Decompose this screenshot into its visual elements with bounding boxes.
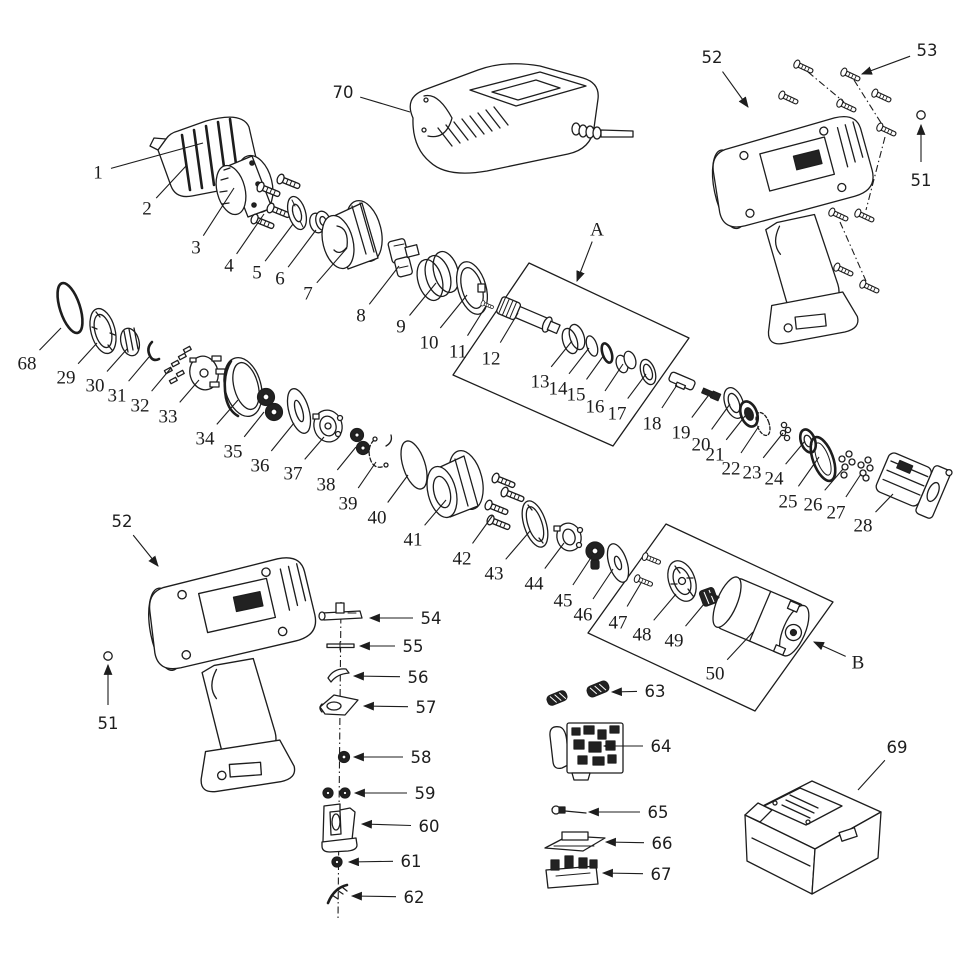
part-label-51a: 51: [910, 171, 932, 190]
part-58-nut: [339, 752, 350, 763]
leader-line-27: [846, 474, 861, 497]
part-label-68: 68: [17, 353, 37, 375]
part-69-battery: [745, 781, 881, 894]
leader-line-4: [237, 214, 264, 254]
part-label-16: 16: [585, 396, 605, 418]
part-label-59: 59: [414, 784, 436, 803]
leader-line-B: [814, 642, 846, 656]
part-label-17: 17: [607, 403, 627, 425]
part-27-balls: [858, 457, 873, 481]
leader-line-43: [506, 531, 530, 559]
leader-line-18: [662, 385, 677, 408]
leader-line-28: [876, 494, 894, 512]
part-label-69: 69: [886, 738, 908, 757]
leader-line-13: [551, 341, 572, 367]
leader-line-17: [628, 374, 646, 399]
part-51-ball: [917, 111, 925, 119]
part-18-pin: [667, 371, 696, 392]
part-63-springs: [546, 680, 610, 707]
part-12-spindle: [496, 296, 562, 338]
part-label-19: 19: [671, 422, 691, 444]
leader-line-8: [369, 266, 399, 304]
part-52-housing-left: [142, 556, 327, 796]
leader-line-42: [473, 515, 494, 543]
part-label-4: 4: [224, 255, 234, 277]
part-label-10: 10: [419, 332, 439, 354]
part-68-o-ring: [52, 280, 87, 336]
leader-line-48: [654, 594, 676, 620]
leader-line-36: [271, 423, 294, 451]
part-29-ring-gear: [85, 306, 120, 357]
part-46-washer: [603, 541, 632, 585]
part-label-18: 18: [642, 413, 662, 435]
part-label-67: 67: [650, 865, 672, 884]
part-label-36: 36: [250, 455, 270, 477]
part-label-20: 20: [691, 434, 711, 456]
part-47-screw: [641, 552, 662, 567]
part-label-13: 13: [530, 371, 550, 393]
part-label-51b: 51: [97, 714, 119, 733]
part-label-55: 55: [402, 637, 424, 656]
part-55-flat-spring: [327, 642, 354, 650]
part-label-52a: 52: [701, 48, 723, 67]
part-label-27: 27: [826, 502, 846, 524]
part-39-wire-clip: [369, 435, 391, 467]
part-8-cam: [388, 238, 419, 277]
part-label-48: 48: [632, 624, 652, 646]
leader-line-21: [726, 416, 745, 440]
part-label-43: 43: [484, 563, 504, 585]
part-label-28: 28: [853, 515, 873, 537]
part-14-washer: [584, 334, 600, 357]
part-label-49: 49: [664, 630, 684, 652]
leader-line-68: [40, 328, 62, 350]
leader-line-45: [573, 556, 592, 585]
part-43-ring: [517, 498, 553, 550]
part-60-bracket: [322, 804, 357, 852]
leader-line-16: [605, 364, 623, 391]
part-label-8: 8: [356, 305, 366, 327]
part-70-charger: [410, 64, 633, 173]
part-7-front-gearbox: [317, 197, 388, 272]
leader-line-39: [358, 462, 376, 488]
leader-line-67: [603, 873, 643, 874]
part-label-32: 32: [130, 395, 150, 417]
part-label-52b: 52: [111, 512, 133, 531]
leader-line-56: [354, 676, 400, 677]
part-label-12: 12: [481, 348, 501, 370]
part-42-screw: [486, 514, 512, 532]
part-67-terminal-block: [546, 856, 598, 888]
part-label-14: 14: [548, 378, 568, 400]
part-label-57: 57: [415, 698, 437, 717]
part-52-housing-right: [704, 114, 889, 349]
part-26-balls: [839, 451, 855, 478]
part-label-1: 1: [93, 162, 103, 184]
leader-line-70: [360, 97, 410, 112]
part-50-motor: [700, 570, 815, 660]
part-66-plate: [545, 832, 605, 851]
part-label-38: 38: [316, 474, 336, 496]
part-19-pin: [701, 387, 720, 400]
part-label-41: 41: [403, 529, 423, 551]
part-4-screw: [276, 173, 302, 191]
part-32-pins: [164, 346, 191, 383]
screw-alignment-line: [854, 80, 883, 126]
part-label-30: 30: [85, 375, 105, 397]
part-label-A: A: [590, 219, 604, 241]
part-label-3: 3: [191, 237, 201, 259]
leader-line-24: [786, 441, 805, 464]
part-label-37: 37: [283, 463, 303, 485]
part-label-60: 60: [418, 817, 440, 836]
part-56-lever: [328, 669, 349, 682]
part-label-B: B: [851, 652, 865, 674]
part-label-9: 9: [396, 316, 406, 338]
part-34-ring-gear: [218, 353, 268, 420]
part-label-61: 61: [400, 852, 422, 871]
part-24-bearing: [797, 427, 818, 454]
part-label-23: 23: [742, 462, 762, 484]
part-51-ball: [104, 652, 112, 660]
leader-line-20: [712, 404, 730, 429]
part-64-trigger-switch: [550, 723, 623, 780]
part-label-54: 54: [420, 609, 442, 628]
part-33-planet-carrier: [186, 353, 225, 393]
part-label-21: 21: [705, 444, 725, 466]
part-label-64: 64: [650, 737, 672, 756]
leader-line-14: [569, 348, 589, 374]
part-61-nut: [332, 857, 342, 867]
part-label-2: 2: [142, 198, 152, 220]
leader-line-33: [180, 380, 199, 402]
part-label-53: 53: [916, 41, 938, 60]
part-label-22: 22: [721, 458, 741, 480]
part-label-39: 39: [338, 493, 358, 515]
leader-line-6: [288, 230, 316, 267]
part-37-planet-carrier: [310, 407, 345, 445]
leader-line-19: [692, 396, 708, 418]
part-23-balls: [780, 422, 790, 440]
leader-line-A: [577, 242, 592, 281]
part-label-58: 58: [410, 748, 432, 767]
part-label-7: 7: [303, 283, 313, 305]
leader-line-40: [388, 475, 408, 503]
part-57-plate: [320, 695, 358, 715]
part-label-42: 42: [452, 548, 472, 570]
part-label-34: 34: [195, 428, 215, 450]
leader-line-5: [265, 224, 293, 261]
part-label-47: 47: [608, 612, 628, 634]
part-label-25: 25: [778, 491, 798, 513]
leader-line-44: [545, 543, 564, 569]
part-label-65: 65: [647, 803, 669, 822]
leader-line-29: [78, 343, 97, 364]
leader-line-69: [858, 760, 885, 790]
leader-line-9: [410, 283, 437, 316]
part-label-6: 6: [275, 268, 285, 290]
leader-line-63: [612, 691, 637, 692]
part-42-screw: [484, 499, 510, 517]
part-label-26: 26: [803, 494, 823, 516]
leader-line-57: [364, 706, 408, 707]
part-label-15: 15: [566, 384, 586, 406]
screw-alignment-line: [808, 72, 844, 102]
part-label-50: 50: [705, 663, 725, 685]
part-5-washer: [284, 194, 310, 231]
leader-line-31: [129, 357, 149, 381]
part-label-40: 40: [367, 507, 387, 529]
part-45-gear: [586, 542, 604, 569]
part-label-70: 70: [332, 83, 354, 102]
part-36-washer: [283, 386, 315, 436]
leader-line-32: [152, 368, 171, 391]
part-28-rear-gearbox: [872, 446, 953, 520]
part-label-31: 31: [107, 385, 127, 407]
part-22-wave-washer: [753, 411, 772, 438]
leader-line-52a: [723, 72, 749, 107]
leader-line-49: [686, 604, 705, 626]
leader-line-25: [798, 457, 819, 486]
part-label-29: 29: [56, 367, 76, 389]
part-label-56: 56: [407, 668, 429, 687]
leader-line-52b: [133, 535, 158, 566]
part-42-screw: [500, 486, 526, 504]
part-48-fan: [663, 557, 702, 605]
part-label-44: 44: [524, 573, 544, 595]
part-16-sleeve: [614, 350, 638, 375]
leader-line-10: [440, 295, 467, 328]
leader-line-37: [305, 437, 324, 459]
part-59-nuts: [323, 788, 350, 798]
leader-line-38: [337, 447, 356, 470]
leader-line-47: [627, 583, 641, 607]
part-label-66: 66: [651, 834, 673, 853]
part-label-5: 5: [252, 262, 262, 284]
part-44-planet-carrier: [554, 520, 584, 553]
part-label-24: 24: [764, 468, 784, 490]
part-9-spring: [413, 249, 464, 304]
leader-line-15: [587, 355, 605, 379]
part-47-screw: [633, 574, 654, 589]
leader-line-61: [349, 861, 393, 862]
part-label-63: 63: [644, 682, 666, 701]
part-label-11: 11: [448, 341, 468, 363]
leader-line-66: [606, 842, 644, 843]
part-15-ring: [600, 342, 615, 364]
part-31-clip: [148, 342, 159, 360]
leader-line-22: [741, 426, 759, 453]
part-label-45: 45: [553, 590, 573, 612]
leader-line-60: [362, 824, 411, 826]
leader-line-62: [352, 896, 396, 897]
part-label-62: 62: [403, 888, 425, 907]
leader-line-53: [862, 56, 910, 74]
part-30-gear: [118, 326, 143, 358]
part-54-shift-lever: [319, 603, 362, 620]
part-41-gearbox-housing: [422, 447, 489, 521]
part-25-circlip: [806, 434, 841, 484]
part-label-35: 35: [223, 441, 243, 463]
leader-line-46: [593, 569, 613, 599]
part-13-rings: [559, 322, 587, 355]
part-label-33: 33: [158, 406, 178, 428]
leader-line-23: [763, 433, 783, 458]
part-62-spring-clip: [328, 885, 347, 903]
part-label-46: 46: [573, 604, 593, 626]
part-65-wire-pin: [552, 806, 586, 814]
